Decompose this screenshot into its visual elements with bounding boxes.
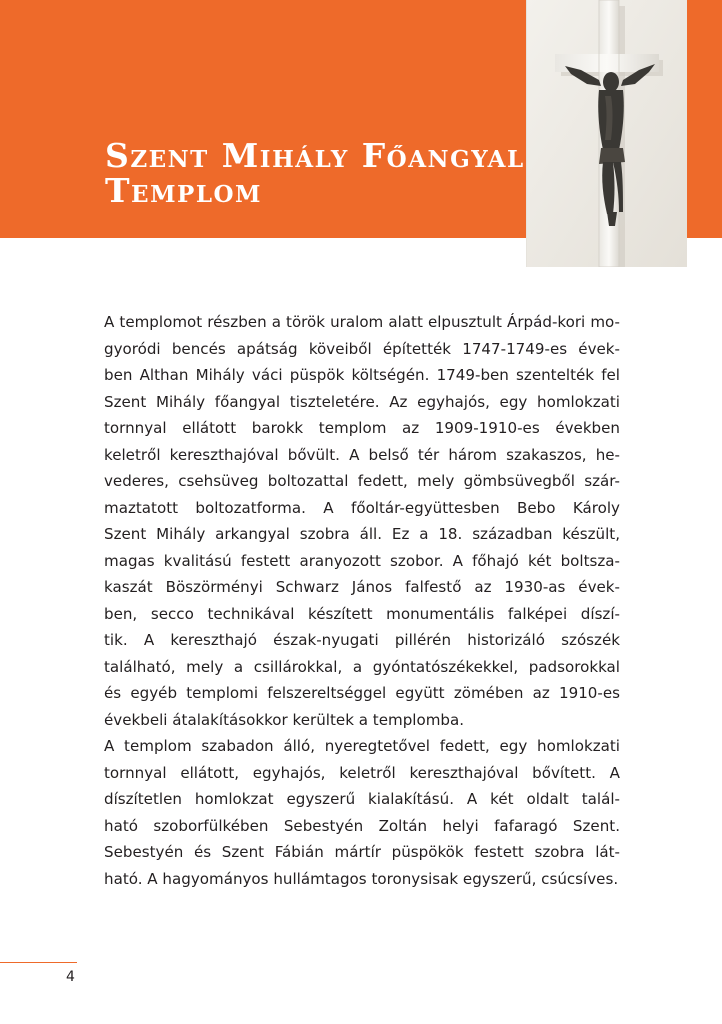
body-line: keletről kereszthajóval bővült. A belső tér három szakaszos, he- xyxy=(104,445,620,464)
body-line: maztatott boltozatforma. A főoltár-együttesben Bebo Károly xyxy=(104,498,620,517)
body-line: Szent Mihály arkangyal szobra áll. Ez a 18. században készült, xyxy=(104,525,620,543)
body-line: kaszát Böszörményi Schwarz János falfestő az 1930-as évek- xyxy=(104,578,620,596)
body-line: ható szoborfülkében Sebestyén Zoltán helyi fafaragó Szent. xyxy=(104,816,620,835)
body-line: A templom szabadon álló, nyeregtetővel fedett, egy homlokzati xyxy=(104,737,620,755)
body-line: vederes, csehsüveg boltozattal fedett, mely gömbsüvegből szár- xyxy=(104,472,620,490)
body-line: ben Althan Mihály váci püspök költségén. 1749-ben szentelték fel xyxy=(104,366,620,384)
crucifix-image xyxy=(527,0,687,267)
body-line: gyoródi bencés apátság köveiből építették 1747-1749-es évek- xyxy=(104,339,620,358)
body-line: és egyéb templomi felszereltséggel együtt zömében az 1910-es xyxy=(104,684,620,702)
body-line: ben, secco technikával készített monumentális falképei díszí- xyxy=(104,604,620,623)
body-line: évekbeli átalakításokkor kerültek a templomba. xyxy=(104,710,465,729)
body-line: tik. A kereszthajó észak-nyugati pillérén historizáló szószék xyxy=(104,631,620,649)
title-line-1: Szent Mihály Főangyal xyxy=(105,136,525,175)
body-text xyxy=(104,309,620,892)
page-number: 4 xyxy=(66,969,75,985)
body-line: tornnyal ellátott, egyhajós, keletről kereszthajóval bővített. A xyxy=(104,763,620,782)
body-line: Sebestyén és Szent Fábián mártír püspökök festett szobra lát- xyxy=(104,843,620,861)
footer-rule xyxy=(0,962,77,963)
page-title xyxy=(105,138,525,208)
title-line-2: Templom xyxy=(105,171,263,210)
body-line: ható. A hagyományos hullámtagos toronysisak egyszerű, csúcsíves. xyxy=(104,869,619,888)
body-line: Szent Mihály főangyal tiszteletére. Az egyhajós, egy homlokzati xyxy=(104,392,620,411)
body-line: található, mely a csillárokkal, a gyóntatószékekkel, padsorokkal xyxy=(104,657,620,676)
body-line: díszítetlen homlokzat egyszerű kialakítású. A két oldalt talál- xyxy=(104,790,620,808)
body-line: A templomot részben a török uralom alatt elpusztult Árpád-kori mo- xyxy=(104,313,620,331)
body-line: tornnyal ellátott barokk templom az 1909-1910-es években xyxy=(104,419,620,437)
crucifix-photo xyxy=(526,0,686,267)
body-line: magas kvalitású festett aranyozott szobor. A főhajó két boltsza- xyxy=(104,551,620,570)
